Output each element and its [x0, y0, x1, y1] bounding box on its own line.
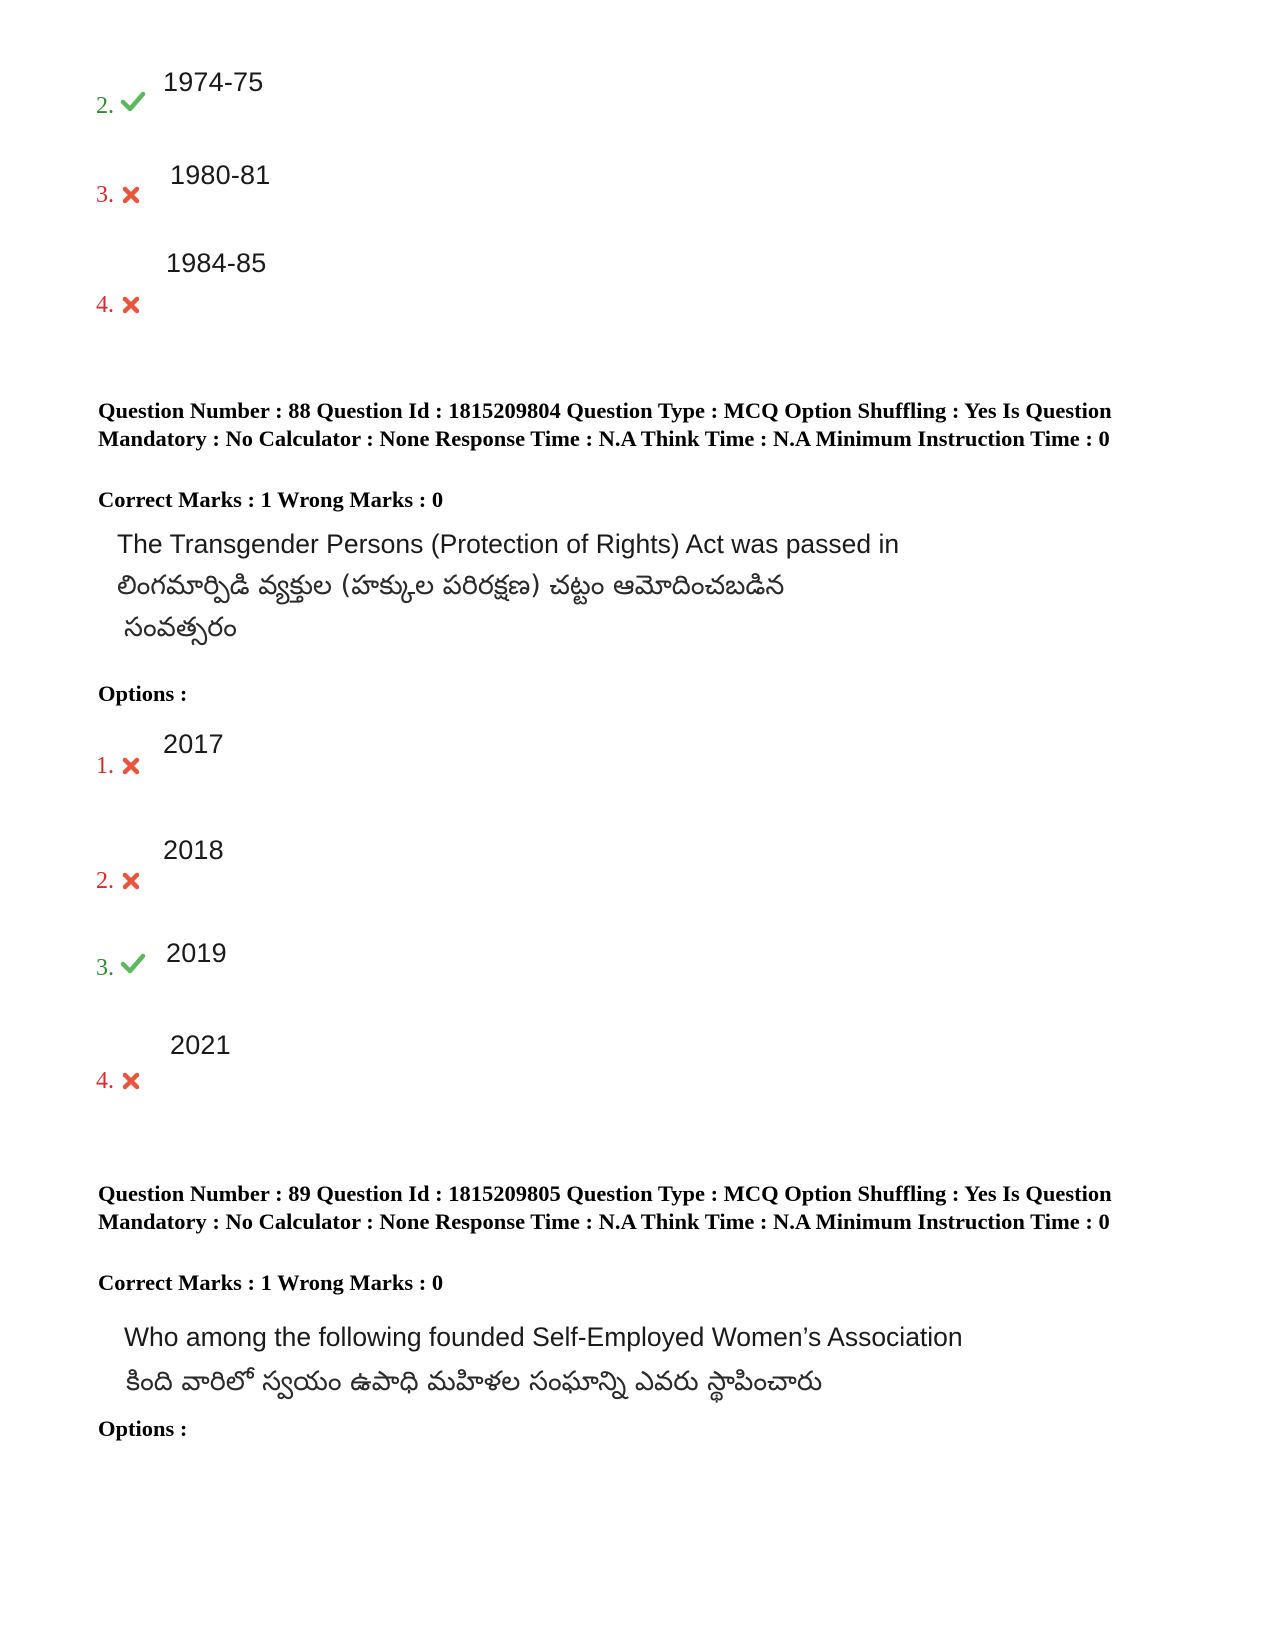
question-header: Question Number : 89 Question Id : 1815209805 Question Type : MCQ Option Shuffling : Yes Is Question Mandatory : No Calculator : None Response Time : N.A Think Time : N.A Minimum Instruction Time : 0 [98, 1181, 1112, 1234]
question-text-telugu: కింది వారిలో స్వయం ఉపాధి మహిళల సంఘాన్ని ఎవరు స్థాపించారు [126, 1366, 823, 1397]
option-text: 2017 [163, 729, 224, 759]
cross-icon [121, 295, 141, 315]
options-label: Options : [98, 1416, 188, 1441]
check-icon [120, 950, 146, 976]
question-header: Question Number : 88 Question Id : 1815209804 Question Type : MCQ Option Shuffling : Yes Is Question Mandatory : No Calculator : None Response Time : N.A Think Time : N.A Minimum Instruction Time : 0 [98, 398, 1112, 451]
cross-icon [121, 185, 141, 205]
option-text: 1974-75 [163, 67, 264, 97]
option-number: 3. [96, 955, 114, 981]
option-text: 2019 [166, 938, 227, 968]
question-text-telugu-line2: సంవత్సరం [124, 612, 237, 643]
option-text: 2021 [170, 1030, 231, 1060]
option-number: 2. [96, 93, 114, 119]
cross-icon [121, 756, 141, 776]
check-icon [120, 88, 146, 114]
option-number: 2. [96, 868, 114, 894]
options-label: Options : [98, 681, 188, 706]
option-text: 2018 [163, 835, 224, 865]
question-marks: Correct Marks : 1 Wrong Marks : 0 [98, 487, 444, 512]
cross-icon [121, 871, 141, 891]
question-marks: Correct Marks : 1 Wrong Marks : 0 [98, 1270, 444, 1295]
option-text: 1980-81 [170, 160, 271, 190]
option-number: 4. [96, 292, 114, 318]
option-text: 1984-85 [166, 248, 267, 278]
question-text-english: The Transgender Persons (Protection of Rights) Act was passed in [117, 529, 900, 559]
option-number: 4. [96, 1068, 114, 1094]
question-text-english: Who among the following founded Self-Employed Women’s Association [124, 1322, 963, 1352]
option-number: 3. [96, 182, 114, 208]
question-text-telugu: లింగమార్పిడి వ్యక్తుల (హక్కుల పరిరక్షణ) చట్టం ఆమోదించబడిన [117, 570, 785, 601]
option-number: 1. [96, 753, 114, 779]
cross-icon [121, 1071, 141, 1091]
